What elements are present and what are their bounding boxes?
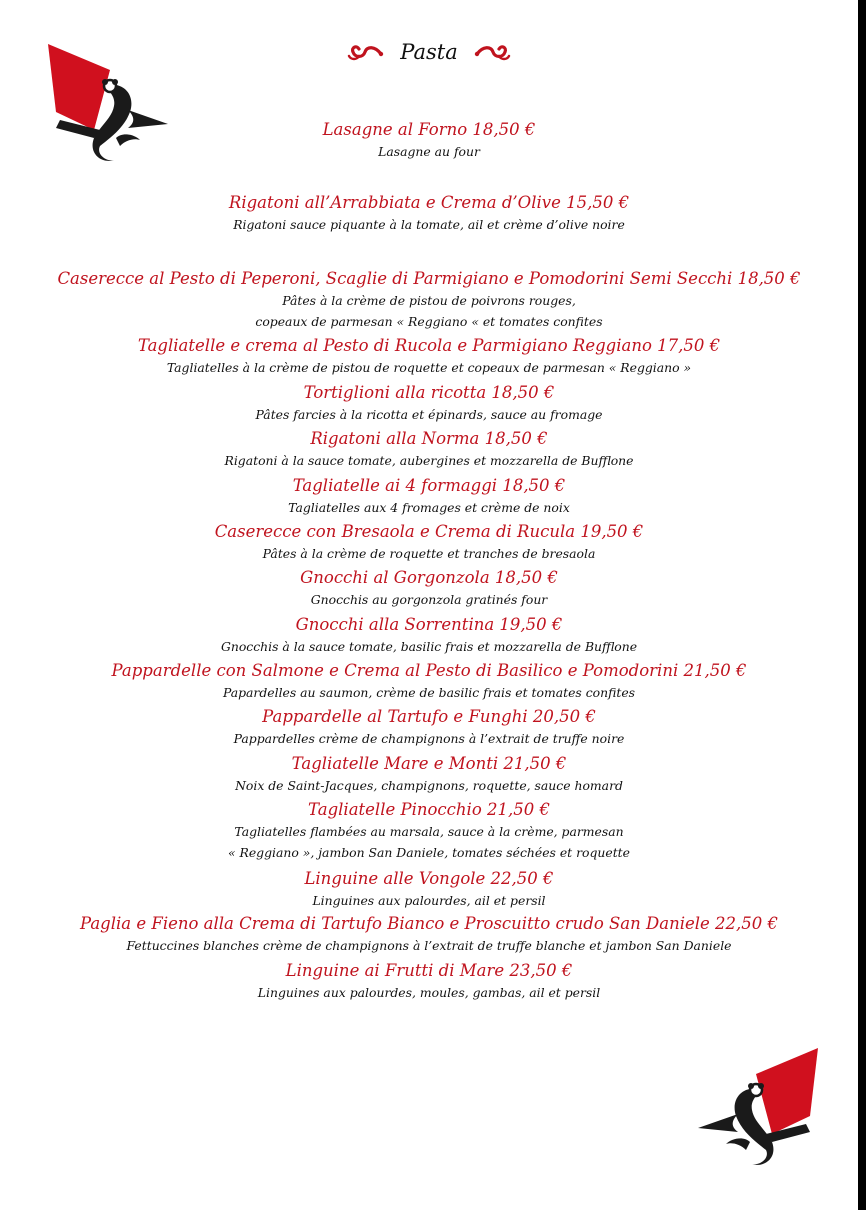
menu-item [0, 335, 858, 378]
dish-name: Tagliatelle ai 4 formaggi 18,50 € [292, 476, 566, 495]
dish-description: Tagliatelles flambées au marsala, sauce à la crème, parmesan [234, 824, 624, 839]
dish-description: Linguines aux palourdes, moules, gambas, ail et persil [257, 985, 601, 1000]
dish-description: Lasagne au four [378, 144, 480, 159]
dish-name: Rigatoni alla Norma 18,50 € [310, 429, 548, 448]
menu-item [0, 660, 858, 703]
dish-name: Paglia e Fieno alla Crema di Tartufo Bianco e Proscuitto crudo San Daniele 22,50 € [79, 914, 779, 933]
gondolier-hat-icon [696, 1046, 822, 1172]
menu-item [0, 567, 858, 610]
dish-name: Rigatoni all’Arrabbiata e Crema d’Olive 15,50 € [228, 193, 630, 212]
menu-item [0, 192, 858, 235]
menu-item [0, 799, 858, 863]
dish-name: Lasagne al Forno 18,50 € [322, 120, 536, 139]
page-edge [858, 0, 866, 1210]
dish-description: Tagliatelles aux 4 fromages et crème de noix [288, 500, 570, 515]
dish-description: Noix de Saint-Jacques, champignons, roquette, sauce homard [235, 778, 623, 793]
dish-name: Tagliatelle Pinocchio 21,50 € [308, 800, 550, 819]
menu-item [0, 913, 858, 956]
dish-name: Tagliatelle e crema al Pesto di Rucola e Parmigiano Reggiano 17,50 € [137, 336, 721, 355]
dish-description: copeaux de parmesan « Reggiano « et tomates confites [255, 314, 603, 329]
dish-description: Gnocchis à la sauce tomate, basilic frais et mozzarella de Bufflone [220, 639, 638, 654]
dish-name: Linguine ai Frutti di Mare 23,50 € [285, 961, 573, 980]
menu-item [0, 706, 858, 749]
dish-name: Pappardelle al Tartufo e Funghi 20,50 € [262, 707, 596, 726]
menu-item [0, 382, 858, 425]
menu-item [0, 428, 858, 471]
menu-item [0, 475, 858, 518]
menu-item [0, 521, 858, 564]
dish-description: Rigatoni sauce piquante à la tomate, ail et crème d’olive noire [233, 217, 625, 232]
menu-item [0, 753, 858, 796]
left-flourish-icon [345, 42, 385, 62]
dish-name: Pappardelle con Salmone e Crema al Pesto di Basilico e Pomodorini 21,50 € [111, 661, 747, 680]
dish-description: Pâtes à la crème de pistou de poivrons rouges, [282, 293, 576, 308]
dish-description: Tagliatelles à la crème de pistou de roquette et copeaux de parmesan « Reggiano » [166, 360, 692, 375]
dish-name: Tagliatelle Mare e Monti 21,50 € [291, 754, 567, 773]
menu-item [0, 614, 858, 657]
dish-description: Pâtes à la crème de roquette et tranches de bresaola [262, 546, 596, 561]
menu-item [0, 119, 858, 162]
dish-description: Pappardelles crème de champignons à l’extrait de truffe noire [233, 731, 625, 746]
right-flourish-icon [473, 42, 513, 62]
menu-item [0, 868, 858, 911]
dish-description: Rigatoni à la sauce tomate, aubergines et mozzarella de Bufflone [224, 453, 634, 468]
dish-description: Fettuccines blanches crème de champignons à l’extrait de truffe blanche et jambon San Daniele [126, 938, 732, 953]
page-title: Pasta [400, 40, 458, 64]
dish-name: Linguine alle Vongole 22,50 € [304, 869, 554, 888]
dish-description: Papardelles au saumon, crème de basilic frais et tomates confites [222, 685, 636, 700]
dish-name: Gnocchi al Gorgonzola 18,50 € [300, 568, 558, 587]
dish-description: « Reggiano », jambon San Daniele, tomates séchées et roquette [227, 845, 630, 860]
dish-name: Caserecce al Pesto di Peperoni, Scaglie di Parmigiano e Pomodorini Semi Secchi 18,50 € [57, 269, 801, 288]
dish-name: Tortiglioni alla ricotta 18,50 € [303, 383, 555, 402]
dish-description: Gnocchis au gorgonzola gratinés four [310, 592, 548, 607]
menu-item [0, 960, 858, 1003]
dish-description: Pâtes farcies à la ricotta et épinards, sauce au fromage [255, 407, 603, 422]
menu-item [0, 268, 858, 332]
dish-name: Caserecce con Bresaola e Crema di Rucula 19,50 € [214, 522, 644, 541]
dish-name: Gnocchi alla Sorrentina 19,50 € [295, 615, 563, 634]
dish-description: Linguines aux palourdes, ail et persil [312, 893, 546, 908]
